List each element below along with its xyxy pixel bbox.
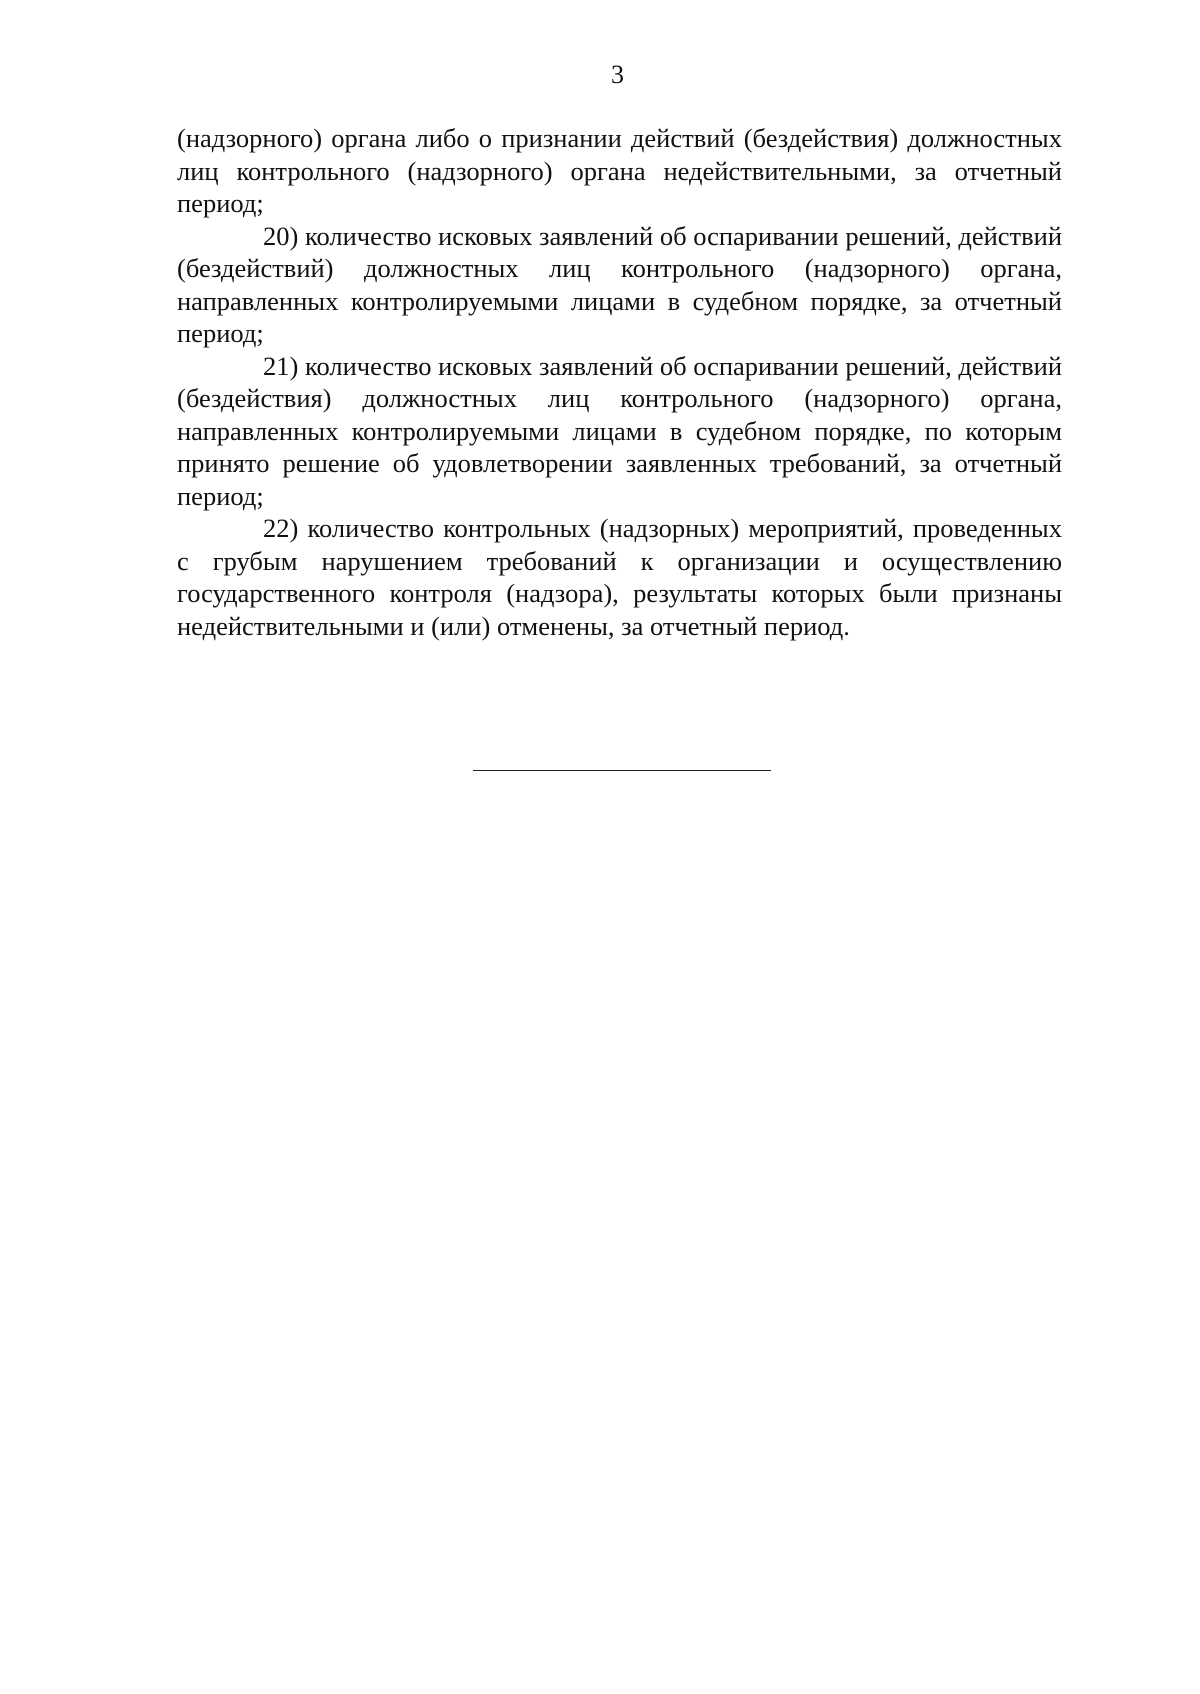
end-separator-line — [473, 770, 771, 771]
paragraph-item-20: 20) количество исковых заявлений об оспаривании решений, действий (бездействий) должностных лиц контрольного (надзорного) органа, направленных контролируемыми лицами в судебном порядке, за отчетный период; — [177, 220, 1062, 348]
page-number: 3 — [611, 60, 624, 89]
document-body — [177, 122, 1062, 642]
paragraph-item-21: 21) количество исковых заявлений об оспаривании решений, действий (бездействия) должностных лиц контрольного (надзорного) органа, направленных контролируемыми лицами в судебном порядке, по которым принято решение об удовлетворении заявленных требований, за отчетный период; — [177, 350, 1062, 511]
paragraph-continuation: (надзорного) органа либо о признании действий (бездействия) должностных лиц контрольного (надзорного) органа недействительными, за отчетный период; — [177, 123, 1062, 218]
paragraph-item-22: 22) количество контрольных (надзорных) мероприятий, проведенных с грубым нарушением требований к организации и осуществлению государственного контроля (надзора), результаты которых были признаны недействительными и (или) отменены, за отчетный период. — [177, 513, 1062, 641]
